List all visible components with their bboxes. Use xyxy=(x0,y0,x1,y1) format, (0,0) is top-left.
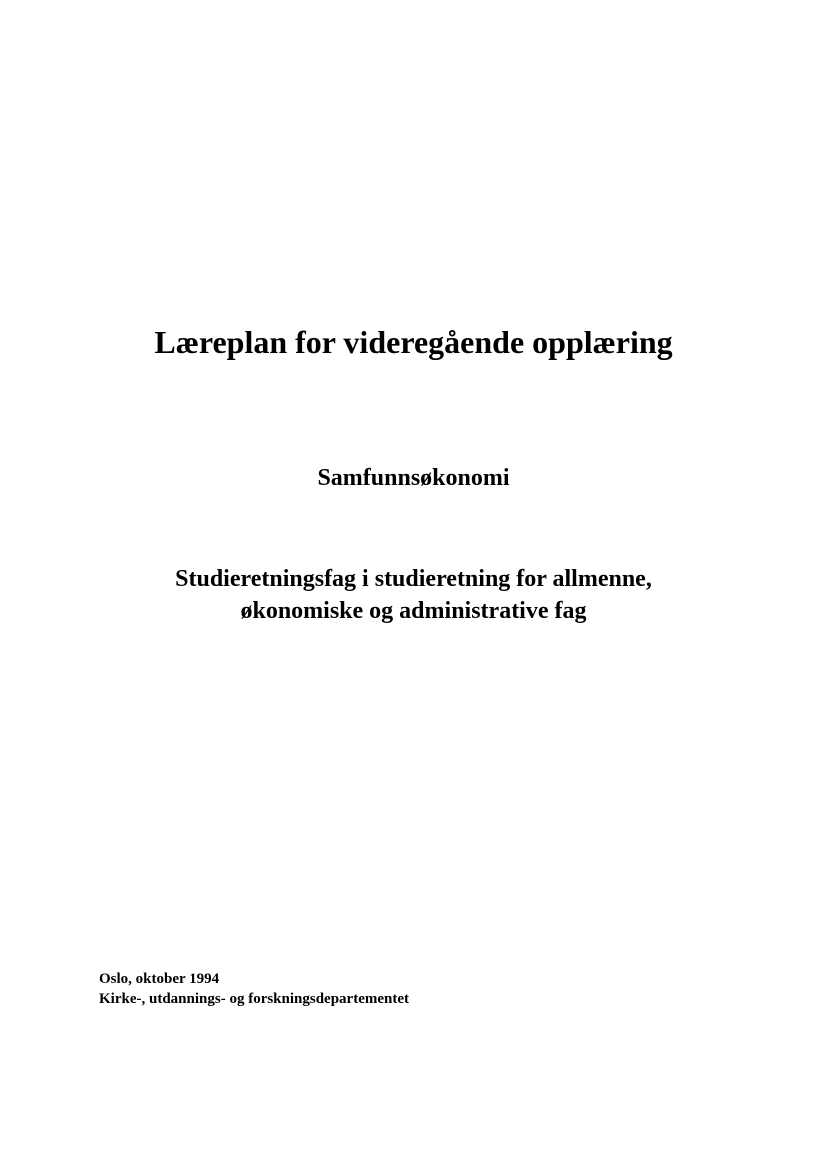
place-date: Oslo, oktober 1994 xyxy=(99,971,220,987)
document-footer xyxy=(99,969,409,1009)
subject-description xyxy=(0,563,827,627)
description-line: Studieretningsfag i studieretning for allmenne, xyxy=(175,566,652,592)
description-line: økonomiske og administrative fag xyxy=(240,598,587,624)
publisher: Kirke-, utdannings- og forskningsdepartementet xyxy=(99,991,410,1007)
subject-heading: Samfunnsøkonomi xyxy=(317,465,510,491)
document-title: Læreplan for videregående opplæring xyxy=(154,324,673,360)
